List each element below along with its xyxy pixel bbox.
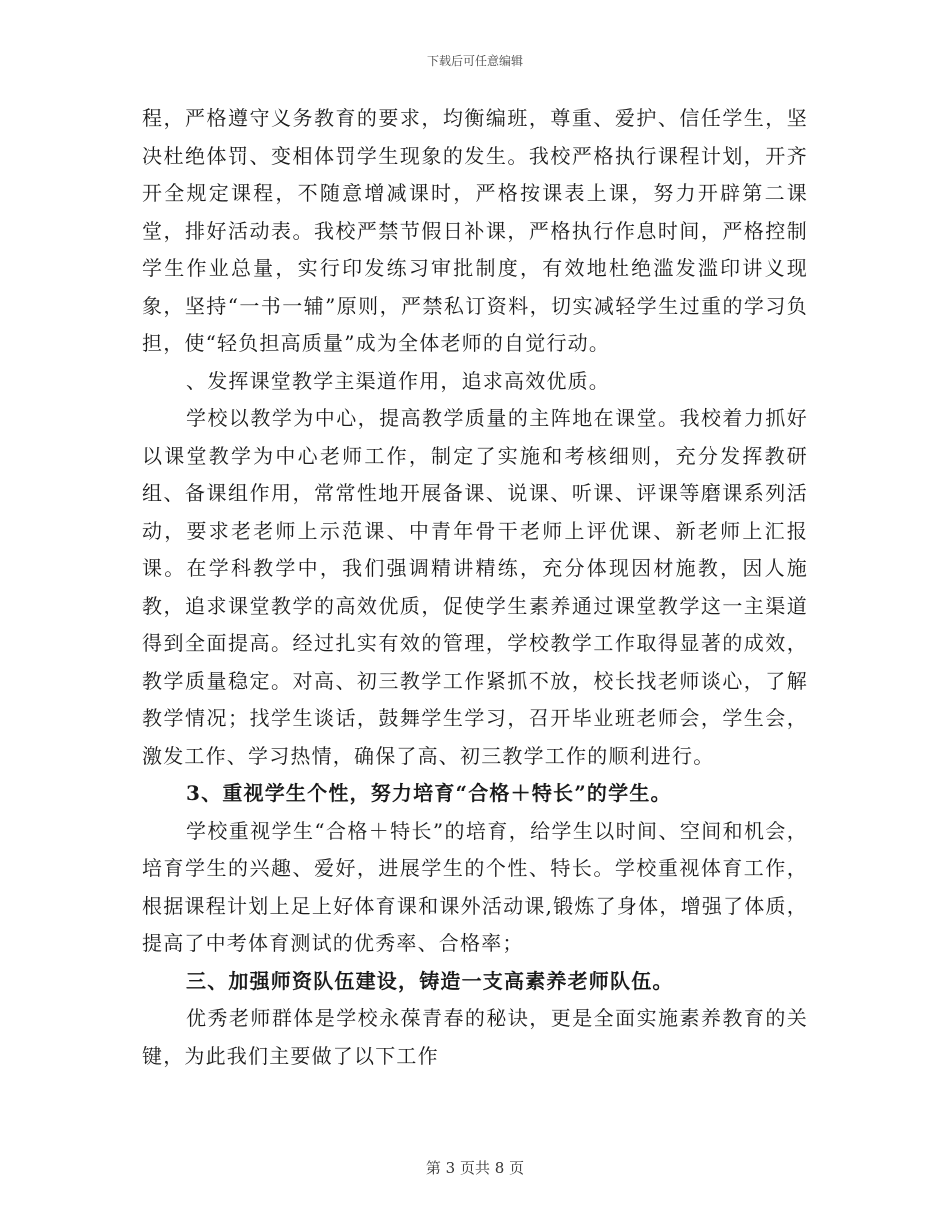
- section-heading-three: 三、加强师资队伍建设，铸造一支高素养老师队伍。: [186, 968, 674, 993]
- page-number: 第 3 页共 8 页: [425, 1159, 525, 1177]
- paragraph-4: 学校重视学生“合格＋特长”的培育，给学生以时间、空间和机会，培育学生的兴趣、爱好，进展学生的个性、特长。学校重视体育工作，根据课程计划上足上好体育课和课外活动课,锻炼了身体，增强了体质，提高了中考体育测试的优秀率、合格率；: [142, 818, 808, 955]
- paragraph-1: 程，严格遵守义务教育的要求，均衡编班，尊重、爱护、信任学生，坚决杜绝体罚、变相体罚学生现象的发生。我校严格执行课程计划，开齐开全规定课程，不随意增减课时，严格按课表上课，努力开辟第二课堂，排好活动表。我校严禁节假日补课，严格执行作息时间，严格控制学生作业总量，实行印发练习审批制度，有效地杜绝滥发滥印讲义现象，坚持“一书一辅”原则，严禁私订资料，切实减轻学生过重的学习负担，使“轻负担高质量”成为全体老师的自觉行动。: [142, 106, 808, 355]
- paragraph-2: 、发挥课堂教学主渠道作用，追求高效优质。: [186, 368, 610, 393]
- paragraph-5: 优秀老师群体是学校永葆青春的秘诀，更是全面实施素养教育的关键，为此我们主要做了以下工作: [142, 1006, 808, 1068]
- page-header: 下载后可任意编辑: [426, 54, 523, 68]
- document-body: [142, 100, 808, 1075]
- paragraph-3: 学校以教学为中心，提高教学质量的主阵地在课堂。我校着力抓好以课堂教学为中心老师工作，制定了实施和考核细则，充分发挥教研组、备课组作用，常常性地开展备课、说课、听课、评课等磨课系列活动，要求老老师上示范课、中青年骨干老师上评优课、新老师上汇报课。在学科教学中，我们强调精讲精练，充分体现因材施教，因人施教，追求课堂教学的高效优质，促使学生素养通过课堂教学这一主渠道得到全面提高。经过扎实有效的管理，学校教学工作取得显著的成效，教学质量稳定。对高、初三教学工作紧抓不放，校长找老师谈心，了解教学情况；找学生谈话，鼓舞学生学习，召开毕业班老师会，学生会，激发工作、学习热情，确保了高、初三教学工作的顺利进行。: [142, 406, 808, 768]
- section-heading-3: 3、重视学生个性，努力培育“合格＋特长”的学生。: [186, 781, 672, 805]
